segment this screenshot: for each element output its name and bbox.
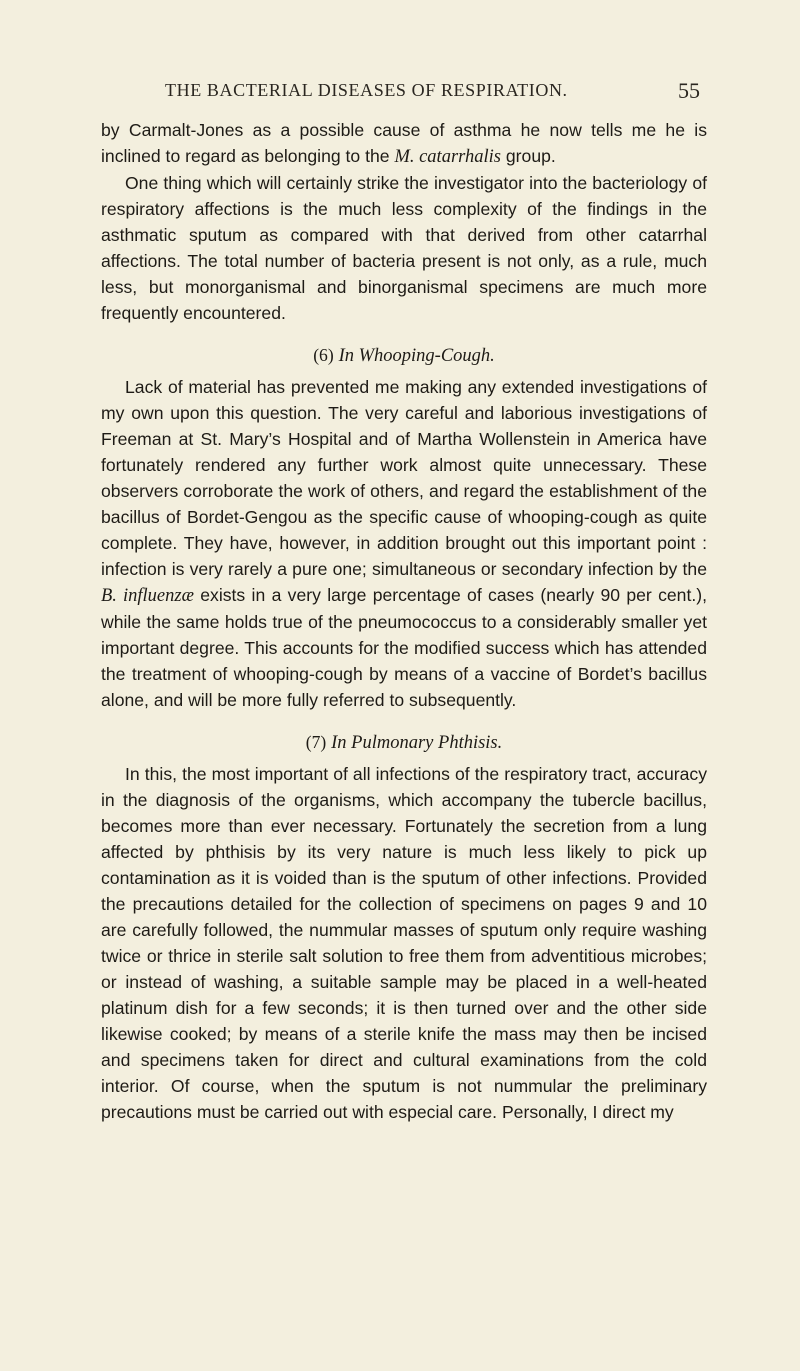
running-head: THE BACTERIAL DISEASES OF RESPIRATION. (165, 80, 568, 100)
paragraph-continuation (101, 117, 707, 170)
paragraph-whooping-cough (101, 374, 707, 713)
section-heading-pulmonary-phthisis (101, 729, 707, 756)
text-run: exists in a very large percentage of cases (nearly 90 per cent.), while the same holds true of the pneumococcus to a considerably smaller yet important degree. This accounts for the modified success which has attended the treatment of whooping-cough by means of a vaccine of Bordet’s bacillus alone, and will be more fully referred to subsequently. (101, 585, 707, 710)
section-number: (7) (305, 732, 327, 752)
section-title: In Whooping-Cough. (338, 346, 495, 366)
italic-species-name: B. influenzæ (101, 586, 194, 606)
text-run: Lack of material has prevented me making any extended investigations of my own upon this question. The very careful and laborious investigations of Freeman at St. Mary’s Hospital and of Martha Wollenstein in America have fortunately rendered any further work almost quite unnecessary. These observers corroborate the work of others, and regard the establishment of the bacillus of Bordet-Gengou as the specific cause of whooping-cough as quite complete. They have, however, in addition brought out this important point : infection is very rarely a pure one; simultaneous or secondary infection by the (101, 377, 707, 579)
section-heading-whooping-cough (101, 342, 707, 369)
text-run: group. (501, 146, 556, 166)
paragraph-pulmonary-phthisis: In this, the most important of all infections of the respiratory tract, accuracy in the diagnosis of the organisms, which accompany the tubercle bacillus, becomes more than ever necessary. Fortunately the secretion from a lung affected by phthisis by its very nature is much less likely to pick up contamination as it is voided than is the sputum of other infections. Provided the precautions detailed for the collection of specimens on pages 9 and 10 are carefully followed, the nummular masses of sputum only require washing twice or thrice in sterile salt solution to free them from adventitious microbes; or instead of washing, a suitable sample may be placed in a well-heated platinum dish for a few seconds; it is then turned over and the other side likewise cooked; by means of a sterile knife the mass may then be incised and specimens taken for direct and cultural examinations from the cold interior. Of course, when the sputum is not nummular the preliminary precautions must be carried out with especial care. Personally, I direct my (101, 764, 707, 1122)
italic-species-name: M. catarrhalis (394, 147, 501, 167)
body-text (101, 117, 707, 1125)
section-title: In Pulmonary Phthisis. (331, 733, 503, 753)
paragraph-asthmatic-sputum: One thing which will certainly strike the investigator into the bacteriology of respiratory affections is the much less complexity of the findings in the asthmatic sputum as compared with that derived from other catarrhal affections. The total number of bacteria present is not only, as a rule, much less, but monorganismal and binorganismal specimens are much more frequently encountered. (101, 173, 707, 323)
text-run: by Carmalt-Jones as a possible cause of asthma he now tells me he is inclined to regard as belonging to the (101, 120, 707, 166)
section-number: (6) (313, 345, 334, 365)
page-number: 55 (678, 78, 700, 103)
